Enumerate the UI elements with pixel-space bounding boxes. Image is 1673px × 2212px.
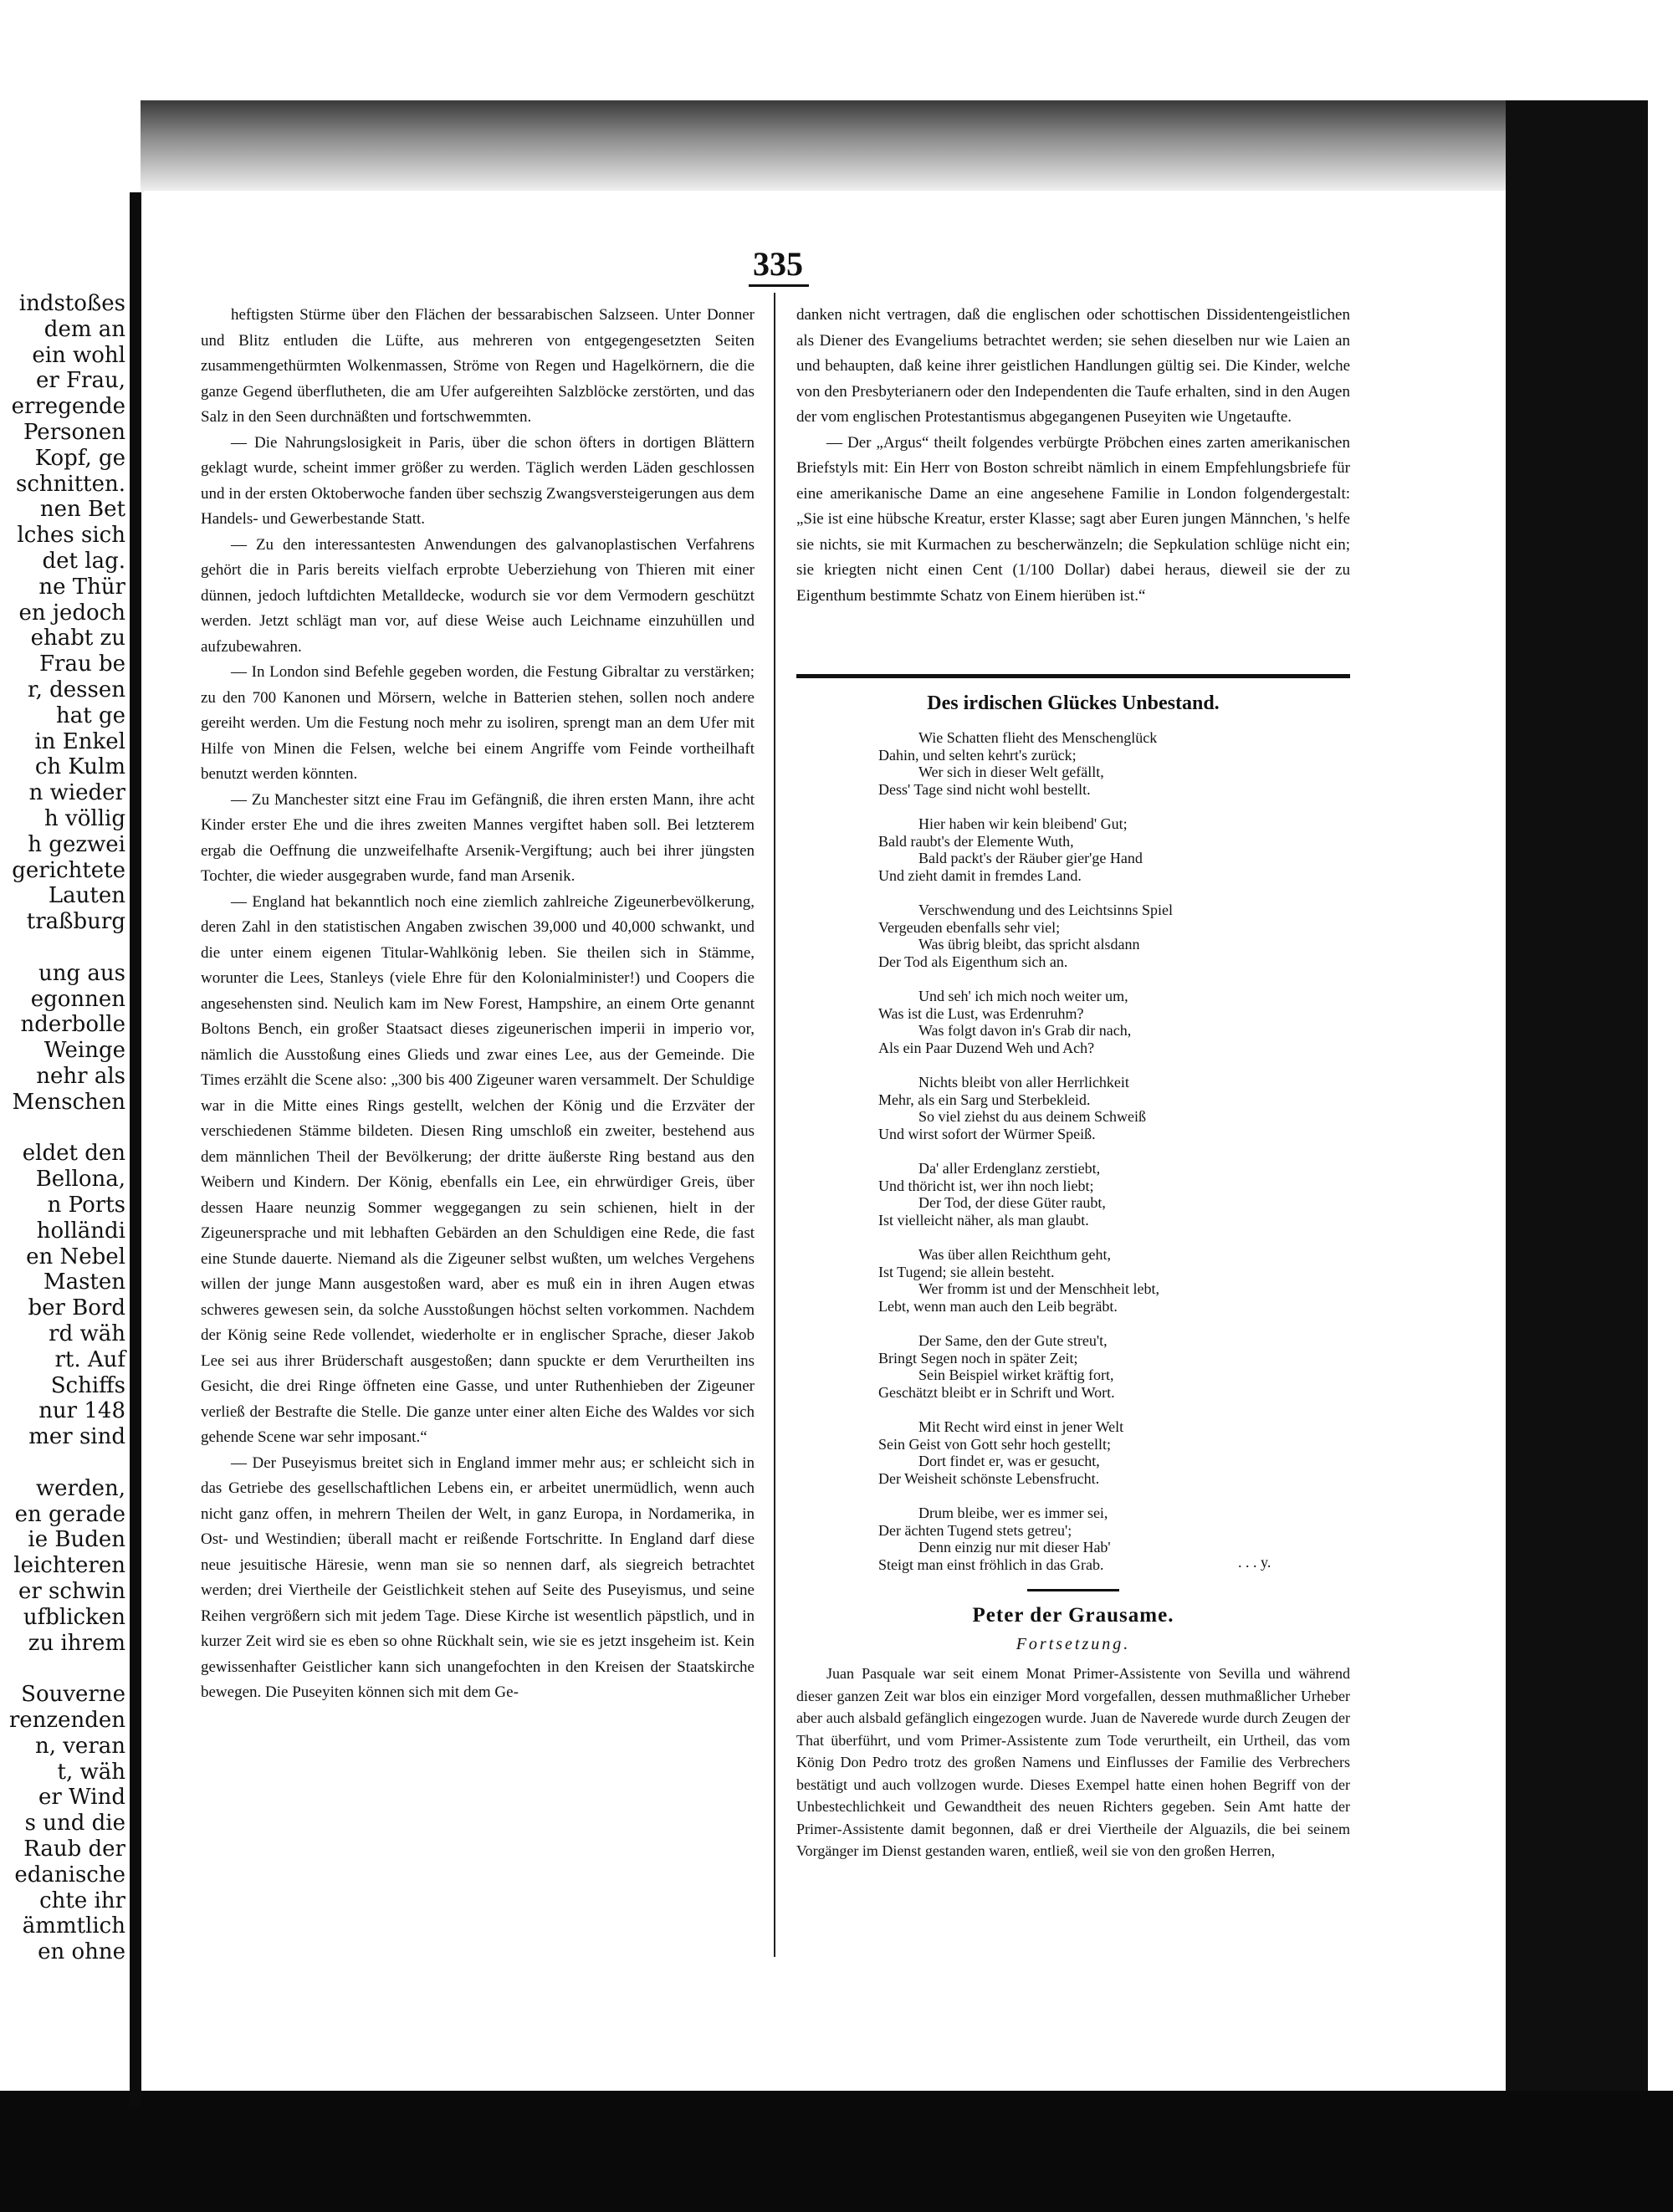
- article-gypsies: — England hat bekanntlich noch eine ziemlich zahlreiche Zigeunerbevölkerung, deren Zahl in den statistischen Angaben zwischen 39,000 und 40,000 schwankt, und die unter einem eigenen Titular-Wahlkönig leben. Sie theilen sich in Stämme, worunter die Lees, Stanleys (viele Ehre für den Kolonialminister!) und Coopers die angesehensten sind. Neulich kam im New Forest, Hampshire, an einem Orte genannt Boltons Bench, ein großer Staatsact dieses zigeunerischen imperii in imperio vor, nämlich die Ausstoßung eines Glieds und zwar eines Lee, aus der Gemeinde. Die Times erzählt die Scene also: „300 bis 400 Zigeuner waren versammelt. Der Schuldige war in die Mitte eines Rings gestellt, welchen der König und die Erzväter der verschiedenen Stämme bildeten. Diesen Ring umschloß ein zweiter, bestehend aus dem männlichen Theil der Bevölkerung; der dritte äußerste Ring bestand aus den Weibern und Kindern. Der König, ebenfalls ein Lee, ein ehrwürdiger Greis, über dessen Haare neunzig Sommer weggegangen zu sein schienen, hielt in der Zigeunersprache und mit lebhaften Gebärden an den Schuldigen eine Rede, die fast eine Stunde dauerte. Niemand als die Zigeuner selbst wußten, um welches Vergehens willen der junge Mann ausgestoßen ward, aber es muß ein in ihren Augen etwas schweres gewesen sein, da solche Ausstoßungen höchst selten vorkommen. Nachdem der König seine Rede vollendet, wiederholte er in englischer Sprache, dieser Jakob Lee sei aus ihrer Brüderschaft ausgestoßen; dann spuckte er dem Verurtheilten ins Gesicht, die drei Ringe öffneten eine Gasse, und unter Ruthenhieben der Zigeuner verließ der Bestrafte die Stelle. Die ganze unter einer alten Eiche des Waldes vor sich gehende Scene war sehr imposant.“: [201, 892, 755, 1446]
- poem-stanza: [878, 1246, 1313, 1315]
- fragment-line: ie Buden: [28, 1527, 125, 1553]
- poem-line: Nichts bleibt von aller Herrlichkeit: [918, 1074, 1129, 1091]
- poem-line: Sein Geist von Gott sehr hoch gestellt;: [878, 1435, 1111, 1453]
- fragment-line: en jedoch: [18, 600, 125, 626]
- fragment-line: traßburg: [26, 909, 125, 935]
- poem-line: Vergeuden ebenfalls sehr viel;: [878, 918, 1061, 936]
- poem-line: Bringt Segen noch in später Zeit;: [878, 1349, 1078, 1367]
- fragment-line: holländi: [36, 1218, 125, 1244]
- book-edge-right: [1506, 100, 1648, 2091]
- fragment-line: dem an: [43, 316, 125, 342]
- poem-line: Als ein Paar Duzend Weh und Ach?: [878, 1039, 1095, 1056]
- fragment-line: nur 148: [38, 1398, 125, 1424]
- book-spine: [130, 192, 141, 2107]
- poem-line: Der ächten Tugend stets getreu';: [878, 1521, 1072, 1539]
- fragment-line: ämmtlich: [22, 1913, 125, 1939]
- story-paragraph: Juan Pasquale war seit einem Monat Primer-Assistente von Sevilla und während dieser ganzen Zeit war blos ein einziger Mord vorgefallen, dessen muthmaßlicher Urheber aber auch alsbald gefänglich eingezogen wurde. Juan de Naverede wurde durch Zeugen der That überführt, und vom Primer-Assistente zum Tode verurtheilt, ein Urtheil, das vom König Don Pedro trotz des großen Namens und Einflusses der Familie des Verbrechers bestätigt und auch vollzogen wurde. Dieses Exempel hatte einen hohen Begriff von der Unbestechlichkeit und Gewandtheit des neuen Richters gegeben. Sein Amt hatte der Primer-Assistente damit begonnen, daß er drei Viertheile der Alguazils, die bei seinem Vorgänger im Dienst gestanden waren, entließ, weil sie von den großen Herren,: [796, 1665, 1350, 1859]
- fragment-line: Schiffs: [50, 1372, 125, 1398]
- fragment-line: rd wäh: [49, 1321, 125, 1346]
- poem-line: Und wirst sofort der Würmer Speiß.: [878, 1125, 1096, 1142]
- poem-stanza: [878, 815, 1313, 884]
- poem-line: Und zieht damit in fremdes Land.: [878, 866, 1082, 884]
- poem-signature: . . . y.: [1238, 1554, 1271, 1571]
- fragment-line: Menschen: [12, 1089, 125, 1115]
- section-divider: [1027, 1589, 1119, 1591]
- poem-line: Ist vielleicht näher, als man glaubt.: [878, 1211, 1089, 1229]
- scan-top-shadow: [141, 100, 1579, 192]
- fragment-line: en Nebel: [26, 1244, 125, 1269]
- poem-line: So viel ziehst du aus deinem Schweiß: [918, 1108, 1146, 1125]
- fragment-line: s und die: [24, 1811, 125, 1837]
- poem-line: Verschwendung und des Leichtsinns Spiel: [918, 902, 1173, 918]
- poem-line: Mehr, als ein Sarg und Sterbekleid.: [878, 1091, 1091, 1108]
- poem-line: Da' aller Erdenglanz zerstiebt,: [918, 1160, 1101, 1177]
- poem-stanza: [878, 988, 1313, 1056]
- left-column: [201, 303, 755, 1706]
- fragment-line: rt. Auf: [54, 1346, 125, 1372]
- fragment-line: en ohne: [38, 1939, 125, 1965]
- poem-line: Drum bleibe, wer es immer sei,: [918, 1504, 1108, 1521]
- poem-line: Was folgt davon in's Grab dir nach,: [918, 1022, 1132, 1039]
- article-puseyism-continued: danken nicht vertragen, daß die englischen oder schottischen Dissidentengeistlichen als Diener des Evangeliums betrachtet werden; sie sehen dieselben nur wie Laien an und behaupten, daß keine ihrer geistlichen Handlungen gültig sei. Die Kinder, welche von den Presbyterianern oder den Independenten die Taufe erhalten, sind in den Augen der vom englischen Protestantismus abgegangenen Puseyiten wie Ungetaufte.: [796, 306, 1350, 426]
- poem-line: Dess' Tage sind nicht wohl bestellt.: [878, 780, 1091, 798]
- fragment-line: chte ihr: [39, 1888, 125, 1913]
- fragment-line: er Wind: [38, 1785, 125, 1811]
- poem-line: Was ist die Lust, was Erdenruhm?: [878, 1004, 1084, 1022]
- fragment-line: ch Kulm: [34, 754, 125, 780]
- fragment-line: leichteren: [13, 1553, 125, 1579]
- poem-stanza: [878, 1332, 1313, 1401]
- fragment-line: hat ge: [56, 702, 125, 728]
- fragment-line: Souverne: [21, 1682, 125, 1708]
- poem-line: Der Same, den der Gute streu't,: [918, 1332, 1108, 1349]
- poem-line: Bald packt's der Räuber gier'ge Hand: [918, 850, 1143, 866]
- fragment-line: egonnen: [30, 986, 125, 1012]
- fragment-line: Weinge: [43, 1038, 125, 1064]
- poem-line: Bald raubt's der Elemente Wuth,: [878, 832, 1074, 850]
- fragment-line: n wieder: [28, 780, 125, 806]
- poem-stanza: [878, 902, 1313, 970]
- fragment-line: ung aus: [38, 960, 125, 986]
- poem-line: Lebt, wenn man auch den Leib begräbt.: [878, 1297, 1118, 1315]
- poem-line: Was über allen Reichthum geht,: [918, 1246, 1111, 1263]
- poem-line: Sein Beispiel wirket kräftig fort,: [918, 1367, 1114, 1383]
- fragment-line: werden,: [35, 1475, 125, 1501]
- fragment-line: renzenden: [8, 1708, 125, 1733]
- poem-line: Was übrig bleibt, das spricht alsdann: [918, 936, 1140, 953]
- poem-line: Wer sich in dieser Welt gefällt,: [918, 764, 1104, 780]
- fragment-line: h völlig: [44, 806, 125, 831]
- fragment-line: indstoßes: [18, 291, 125, 316]
- article-salt-storm: heftigsten Stürme über den Flächen der bessarabischen Salzseen. Unter Donner und Blitz entluden die Lüfte, aus mehreren von entgegengesetzten Seiten zusammengethürmten Wolkenmassen, Ströme von Regen und Hagelkörnern, die die ganze Gegend überflutheten, die am Ufer aufgereihten Salzblöcke zerstörten, und das Salz in den Seen durchnäßten und fortschwemmten.: [201, 306, 755, 426]
- story-title: Peter der Grausame.: [972, 1604, 1174, 1627]
- section-rule: [796, 674, 1350, 678]
- poem-line: Wer fromm ist und der Menschheit lebt,: [918, 1280, 1159, 1297]
- poem-line: Dahin, und selten kehrt's zurück;: [878, 746, 1077, 764]
- fragment-line: eldet den: [22, 1141, 125, 1167]
- article-gibraltar: — In London sind Befehle gegeben worden, die Festung Gibraltar zu verstärken; zu den 700 Kanonen und Mörsern, welche in Batterien stehen, sollen noch andere gereiht werden. Um die Festung noch mehr zu isoliren, sprengt man an dem Ufer mit Hilfe von Minen die Felsen, welche bei einem Angriffe vom Feinde vortheilhaft benutzt werden könnten.: [201, 663, 755, 783]
- fragment-line: h gezwei: [28, 831, 125, 857]
- article-paris: — Die Nahrungslosigkeit in Paris, über die schon öfters in dortigen Blättern geklagt wurde, scheint immer größer zu werden. Täglich werden Läden geschlossen und in der ersten Oktoberwoche fanden über sechszig Zwangsversteigerungen aus dem Handels- und Gewerbestande Statt.: [201, 433, 755, 528]
- fragment-line: nehr als: [36, 1064, 125, 1089]
- fragment-line: ufblicken: [23, 1604, 125, 1630]
- fragment-line: mer sind: [28, 1424, 125, 1450]
- article-galvanoplastic: — Zu den interessantesten Anwendungen des galvanoplastischen Verfahrens gehört die in Paris bereits vielfach erprobte Ueberziehung von Thieren mit einer dünnen, jedoch luftdichten Metalldecke, wodurch sie vor dem Vermodern geschützt werden. Jetzt schlägt man vor, auf diese Weise auch Leichname einzuhüllen und aufzubewahren.: [201, 535, 755, 656]
- fragment-line: in Enkel: [34, 728, 125, 754]
- fragment-line: Bellona,: [35, 1167, 125, 1193]
- fragment-line: Masten: [43, 1269, 125, 1295]
- poem-line: Der Weisheit schönste Lebensfrucht.: [878, 1469, 1100, 1487]
- fragment-line: Lauten: [48, 883, 125, 909]
- fragment-line: er schwin: [18, 1579, 125, 1604]
- fragment-line: ne Thür: [38, 574, 125, 600]
- poem-line: Mit Recht wird einst in jener Welt: [918, 1418, 1124, 1435]
- fragment-line: erregende: [11, 394, 125, 420]
- article-puseyism: — Der Puseyismus breitet sich in England immer mehr aus; er schleicht sich in das Getriebe des gesellschaftlichen Lebens ein, er arbeitet unermüdlich, wenn auch nicht ganz offen, in mehrern Theilen der Welt, in ganz Europa, in Nordamerika, in Ost- und Westindien; überall macht er reißende Fortschritte. In England darf diese neue jesuitische Häresie, wenn man sie so nennen darf, als siegreich betrachtet werden; drei Viertheile der Geistlichkeit stehen auf Seite des Puseyismus, und seine Reihen vergrößern sich mit jedem Tage. Diese Kirche ist wesentlich päpstlich, und in kurzer Zeit wird sie es eben so ohne Rückhalt sein, wie sie es jetzt insgeheim ist. Kein gewissenhafter Geistlicher kann sich unangefochten in den Kreisen der Staatskirche bewegen. Die Puseyiten können sich mit dem Ge-: [201, 1453, 755, 1701]
- fragment-line: r, dessen: [28, 677, 125, 702]
- fragment-line: n Ports: [47, 1193, 125, 1218]
- fragment-line: Personen: [23, 420, 125, 445]
- poem-line: Geschätzt bleibt er in Schrift und Wort.: [878, 1383, 1115, 1401]
- poem-line: Hier haben wir kein bleibend' Gut;: [918, 815, 1128, 832]
- fragment-line: nen Bet: [39, 497, 125, 523]
- fragment-line: n, veran: [34, 1733, 125, 1759]
- page-number: 335: [753, 245, 803, 283]
- fragment-line: lches sich: [17, 523, 125, 549]
- column-divider: [774, 293, 775, 1957]
- poem-stanza: [878, 1418, 1313, 1487]
- fragment-line: en gerade: [14, 1501, 125, 1527]
- poem-line: Der Tod als Eigenthum sich an.: [878, 953, 1068, 970]
- poem-stanza: [878, 729, 1313, 798]
- scan-bottom-edge: [0, 2091, 1673, 2212]
- fragment-line: schnitten.: [15, 471, 125, 497]
- poem-line: Denn einzig nur mit dieser Hab': [918, 1539, 1111, 1556]
- poem: [878, 729, 1313, 1591]
- fragment-line: ber Bord: [28, 1295, 125, 1321]
- fragment-line: ehabt zu: [30, 626, 125, 651]
- article-argus: — Der „Argus“ theilt folgendes verbürgte Pröbchen eines zarten amerikanischen Briefstyls mit: Ein Herr von Boston schreibt nämlich in einem Empfehlungsbriefe für eine amerikanische Dame an eine angesehene Familie in London folgendergestalt: „Sie ist eine hübsche Kreatur, erster Klasse; sagt aber Euren jungen Männchen, 's helfe sie nichts, sie mit Kurmachen zu bescherwänzeln; die Sepkulation schlüge nicht ein; sie kriegten nicht einen Cent (1/100 Dollar) dabei heraus, dieweil sie der zu Eigenthum bestimmte Schatz von Einem hierüben ist.“: [796, 433, 1350, 605]
- poem-title: Des irdischen Glückes Unbestand.: [927, 692, 1220, 714]
- poem-line: Dort findet er, was er gesucht,: [918, 1453, 1100, 1469]
- fragment-line: det lag.: [42, 549, 125, 574]
- poem-line: Der Tod, der diese Güter raubt,: [918, 1194, 1106, 1211]
- right-column-top: [796, 303, 1350, 609]
- story-subtitle: Fortsetzung.: [1016, 1635, 1131, 1653]
- poem-line: Wie Schatten flieht des Menschenglück: [918, 729, 1158, 746]
- story-body: [796, 1663, 1350, 1862]
- article-manchester: — Zu Manchester sitzt eine Frau im Gefängniß, die ihren ersten Mann, ihre acht Kinder erster Ehe und die ihres zweiten Mannes vergiftet haben soll. Bei letzterem ergab die Oeffnung die unzweifelhafte Arsenik-Vergiftung; auch bei ihrer jüngsten Tochter, die wieder ausgegraben wurde, fand man Arsenik.: [201, 790, 755, 885]
- poem-line: Steigt man einst fröhlich in das Grab.: [878, 1556, 1104, 1573]
- fragment-line: Kopf, ge: [34, 445, 125, 471]
- poem-stanza: [878, 1074, 1313, 1142]
- fragment-line: er Frau,: [35, 368, 125, 394]
- fragment-line: t, wäh: [57, 1759, 125, 1785]
- poem-line: Und seh' ich mich noch weiter um,: [918, 988, 1128, 1004]
- fragment-line: nderbolle: [20, 1012, 125, 1038]
- fragment-line: zu ihrem: [28, 1630, 125, 1656]
- fragment-line: gerichtete: [12, 857, 125, 883]
- poem-line: Und thöricht ist, wer ihn noch liebt;: [878, 1177, 1094, 1194]
- fragment-line: Frau be: [38, 651, 125, 677]
- poem-stanza: [878, 1160, 1313, 1229]
- fragment-line: ein wohl: [32, 342, 125, 368]
- fragment-line: Raub der: [23, 1837, 125, 1862]
- page-number-underline: [749, 284, 809, 287]
- poem-line: Ist Tugend; sie allein besteht.: [878, 1263, 1055, 1280]
- fragment-line: edanische: [14, 1862, 125, 1888]
